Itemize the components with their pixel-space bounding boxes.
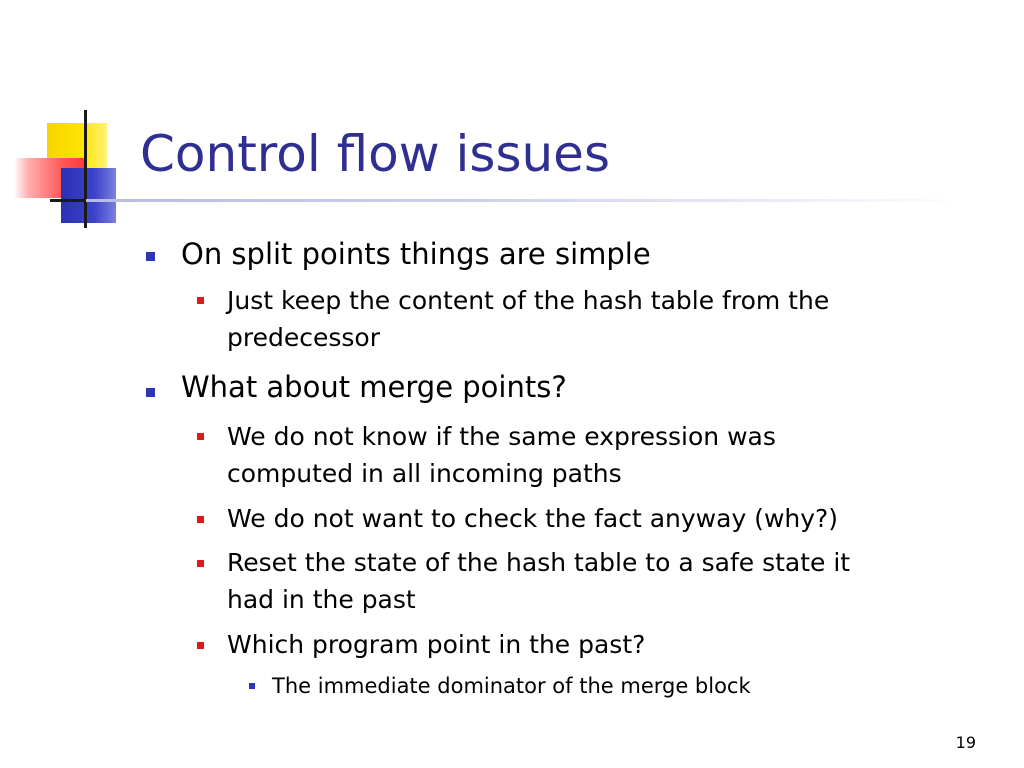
bullet-text-level2-line2: had in the past <box>227 585 416 614</box>
bullet-marker-level1 <box>146 252 155 261</box>
bullet-text-level2-line1: Just keep the content of the hash table from the <box>227 286 830 315</box>
bullet-text-level2: We do not want to check the fact anyway (why?) <box>227 504 839 533</box>
bullet-marker-level3 <box>249 683 255 689</box>
bullet-text-level3: The immediate dominator of the merge block <box>272 674 751 698</box>
bullet-marker-level2 <box>197 433 204 440</box>
bullet-text-level1: On split points things are simple <box>181 237 651 271</box>
bullet-marker-level2 <box>197 516 204 523</box>
bullet-text-level2: Which program point in the past? <box>227 630 646 659</box>
slide-title: Control flow issues <box>140 125 610 183</box>
bullet-text-level1: What about merge points? <box>181 370 567 404</box>
bullet-marker-level1 <box>146 388 155 397</box>
bullet-marker-level2 <box>197 642 204 649</box>
bullet-text-level2-line2: predecessor <box>227 323 380 352</box>
bullet-text-level2-line2: computed in all incoming paths <box>227 459 622 488</box>
bullet-marker-level2 <box>197 560 204 567</box>
bullet-marker-level2 <box>197 297 204 304</box>
bullet-text-level2-line1: We do not know if the same expression was <box>227 422 776 451</box>
page-number: 19 <box>955 733 976 752</box>
bullet-text-level2-line1: Reset the state of the hash table to a safe state it <box>227 548 851 577</box>
